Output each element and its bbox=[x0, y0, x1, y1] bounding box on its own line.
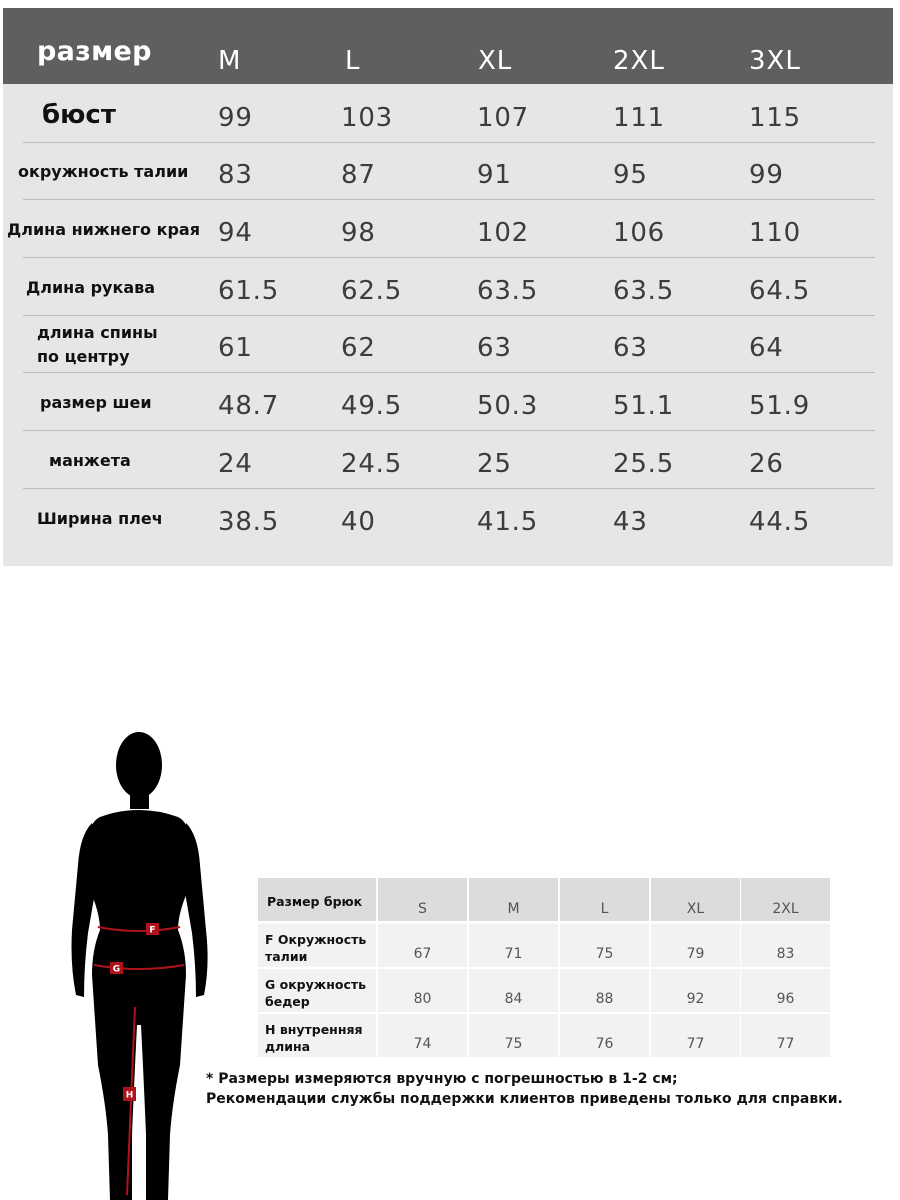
pants-size-header-m: M bbox=[469, 878, 558, 921]
size-row bbox=[3, 259, 893, 316]
pants-value-cell: 74 bbox=[378, 1014, 467, 1057]
pants-value-cell: 88 bbox=[560, 969, 649, 1012]
size-row bbox=[3, 86, 893, 143]
size-value-cell: 95 bbox=[613, 159, 648, 190]
pants-value-cell: 77 bbox=[741, 1014, 830, 1057]
size-value-cell: 48.7 bbox=[218, 390, 280, 421]
size-value-cell: 83 bbox=[218, 159, 253, 190]
pants-value-cell: 76 bbox=[560, 1014, 649, 1057]
size-value-cell: 98 bbox=[341, 217, 376, 248]
body-silhouette-figure bbox=[70, 725, 220, 1200]
size-value-cell: 24.5 bbox=[341, 448, 403, 479]
size-value-cell: 44.5 bbox=[749, 506, 811, 537]
pants-row-label-line: талии bbox=[265, 949, 308, 964]
size-header-xl: XL bbox=[478, 46, 513, 76]
size-header-l: L bbox=[345, 46, 361, 76]
size-value-cell: 102 bbox=[477, 217, 530, 248]
note-line-2: Рекомендации службы поддержки клиентов приведены только для справки. bbox=[206, 1091, 843, 1107]
size-value-cell: 87 bbox=[341, 159, 376, 190]
size-value-cell: 38.5 bbox=[218, 506, 280, 537]
marker-h: H bbox=[125, 1090, 134, 1101]
size-value-cell: 49.5 bbox=[341, 390, 403, 421]
row-label-line: длина спины bbox=[37, 322, 158, 342]
pants-row-label-line: H внутренняя bbox=[265, 1022, 363, 1037]
row-label-text bbox=[26, 276, 155, 300]
row-separator bbox=[23, 488, 875, 489]
size-value-cell: 40 bbox=[341, 506, 376, 537]
pants-size-header-l: L bbox=[560, 878, 649, 921]
size-row bbox=[3, 374, 893, 431]
pants-value-cell: 75 bbox=[560, 924, 649, 967]
pants-size-header-s: S bbox=[378, 878, 467, 921]
measurement-note bbox=[206, 1069, 886, 1109]
pants-value-cell: 67 bbox=[378, 924, 467, 967]
row-label-text bbox=[7, 218, 200, 242]
row-label-text bbox=[49, 449, 131, 473]
size-header-2xl: 2XL bbox=[613, 46, 665, 76]
top-table-corner-label: размер bbox=[37, 36, 152, 67]
row-separator bbox=[23, 430, 875, 431]
size-value-cell: 41.5 bbox=[477, 506, 539, 537]
row-label-line: манжета bbox=[49, 450, 131, 470]
pants-row-label bbox=[258, 1014, 376, 1057]
marker-f: F bbox=[149, 925, 156, 936]
row-label-line: Ширина плеч bbox=[37, 508, 163, 528]
size-value-cell: 99 bbox=[218, 102, 253, 133]
pants-size-header-2xl: 2XL bbox=[741, 878, 830, 921]
size-value-cell: 106 bbox=[613, 217, 666, 248]
row-label-text bbox=[18, 160, 188, 184]
row-label bbox=[7, 201, 200, 258]
size-value-cell: 43 bbox=[613, 506, 648, 537]
size-value-cell: 107 bbox=[477, 102, 530, 133]
note-line-1: * Размеры измеряются вручную с погрешностью в 1-2 см; bbox=[206, 1071, 678, 1087]
row-label bbox=[18, 143, 188, 200]
size-value-cell: 99 bbox=[749, 159, 784, 190]
row-separator bbox=[23, 199, 875, 200]
row-label-text bbox=[42, 99, 116, 130]
size-value-cell: 51.9 bbox=[749, 390, 811, 421]
pants-value-cell: 79 bbox=[651, 924, 740, 967]
pants-row-label bbox=[258, 924, 376, 967]
pants-value-cell: 84 bbox=[469, 969, 558, 1012]
row-label-text bbox=[37, 321, 158, 369]
size-value-cell: 64 bbox=[749, 332, 784, 363]
size-header-m: M bbox=[218, 46, 242, 76]
size-value-cell: 63.5 bbox=[477, 275, 539, 306]
size-value-cell: 63 bbox=[613, 332, 648, 363]
size-value-cell: 51.1 bbox=[613, 390, 675, 421]
pants-value-cell: 92 bbox=[651, 969, 740, 1012]
row-label-text bbox=[37, 507, 163, 531]
top-size-table bbox=[3, 8, 893, 566]
pants-size-table bbox=[258, 878, 830, 1060]
size-value-cell: 61.5 bbox=[218, 275, 280, 306]
pants-row-label-line: длина bbox=[265, 1039, 311, 1054]
size-row bbox=[3, 201, 893, 258]
size-value-cell: 26 bbox=[749, 448, 784, 479]
pants-size-header-xl: XL bbox=[651, 878, 740, 921]
size-row bbox=[3, 143, 893, 200]
size-value-cell: 64.5 bbox=[749, 275, 811, 306]
row-label bbox=[40, 374, 152, 431]
pants-row-label-line: бедер bbox=[265, 994, 310, 1009]
row-label bbox=[37, 316, 158, 373]
pants-value-cell: 71 bbox=[469, 924, 558, 967]
row-label bbox=[49, 432, 131, 489]
size-value-cell: 50.3 bbox=[477, 390, 539, 421]
row-label-line: Длина нижнего края bbox=[7, 219, 200, 239]
row-label-line: Длина рукава bbox=[26, 277, 156, 297]
row-label-line: по центру bbox=[37, 346, 130, 366]
size-value-cell: 24 bbox=[218, 448, 253, 479]
size-value-cell: 115 bbox=[749, 102, 802, 133]
pants-value-cell: 80 bbox=[378, 969, 467, 1012]
size-value-cell: 103 bbox=[341, 102, 394, 133]
top-table-header bbox=[3, 8, 893, 84]
size-value-cell: 91 bbox=[477, 159, 512, 190]
row-label-line: бюст bbox=[42, 99, 116, 130]
marker-g: G bbox=[112, 964, 121, 975]
size-value-cell: 25.5 bbox=[613, 448, 675, 479]
size-value-cell: 61 bbox=[218, 332, 253, 363]
row-label bbox=[42, 86, 116, 143]
row-separator bbox=[23, 372, 875, 373]
pants-row-label-line: G окружность bbox=[265, 977, 367, 992]
pants-value-cell: 83 bbox=[741, 924, 830, 967]
pants-value-cell: 77 bbox=[651, 1014, 740, 1057]
silhouette-shape bbox=[72, 732, 208, 1200]
size-value-cell: 111 bbox=[613, 102, 666, 133]
pants-table-corner-label: Размер брюк bbox=[258, 878, 376, 921]
pants-value-cell: 75 bbox=[469, 1014, 558, 1057]
size-value-cell: 63 bbox=[477, 332, 512, 363]
size-value-cell: 110 bbox=[749, 217, 802, 248]
row-label-text bbox=[40, 391, 152, 415]
row-label bbox=[37, 490, 163, 547]
size-row bbox=[3, 432, 893, 489]
size-header-3xl: 3XL bbox=[749, 46, 801, 76]
pants-value-cell: 96 bbox=[741, 969, 830, 1012]
size-row bbox=[3, 490, 893, 547]
size-row bbox=[3, 316, 893, 373]
size-value-cell: 63.5 bbox=[613, 275, 675, 306]
row-separator bbox=[23, 257, 875, 258]
size-value-cell: 94 bbox=[218, 217, 253, 248]
row-label-line: окружность талии bbox=[18, 161, 189, 181]
size-value-cell: 62 bbox=[341, 332, 376, 363]
pants-row-label bbox=[258, 969, 376, 1012]
row-label-line: размер шеи bbox=[40, 392, 152, 412]
row-label bbox=[26, 259, 155, 316]
pants-row-label-line: F Окружность bbox=[265, 932, 367, 947]
size-value-cell: 62.5 bbox=[341, 275, 403, 306]
size-value-cell: 25 bbox=[477, 448, 512, 479]
